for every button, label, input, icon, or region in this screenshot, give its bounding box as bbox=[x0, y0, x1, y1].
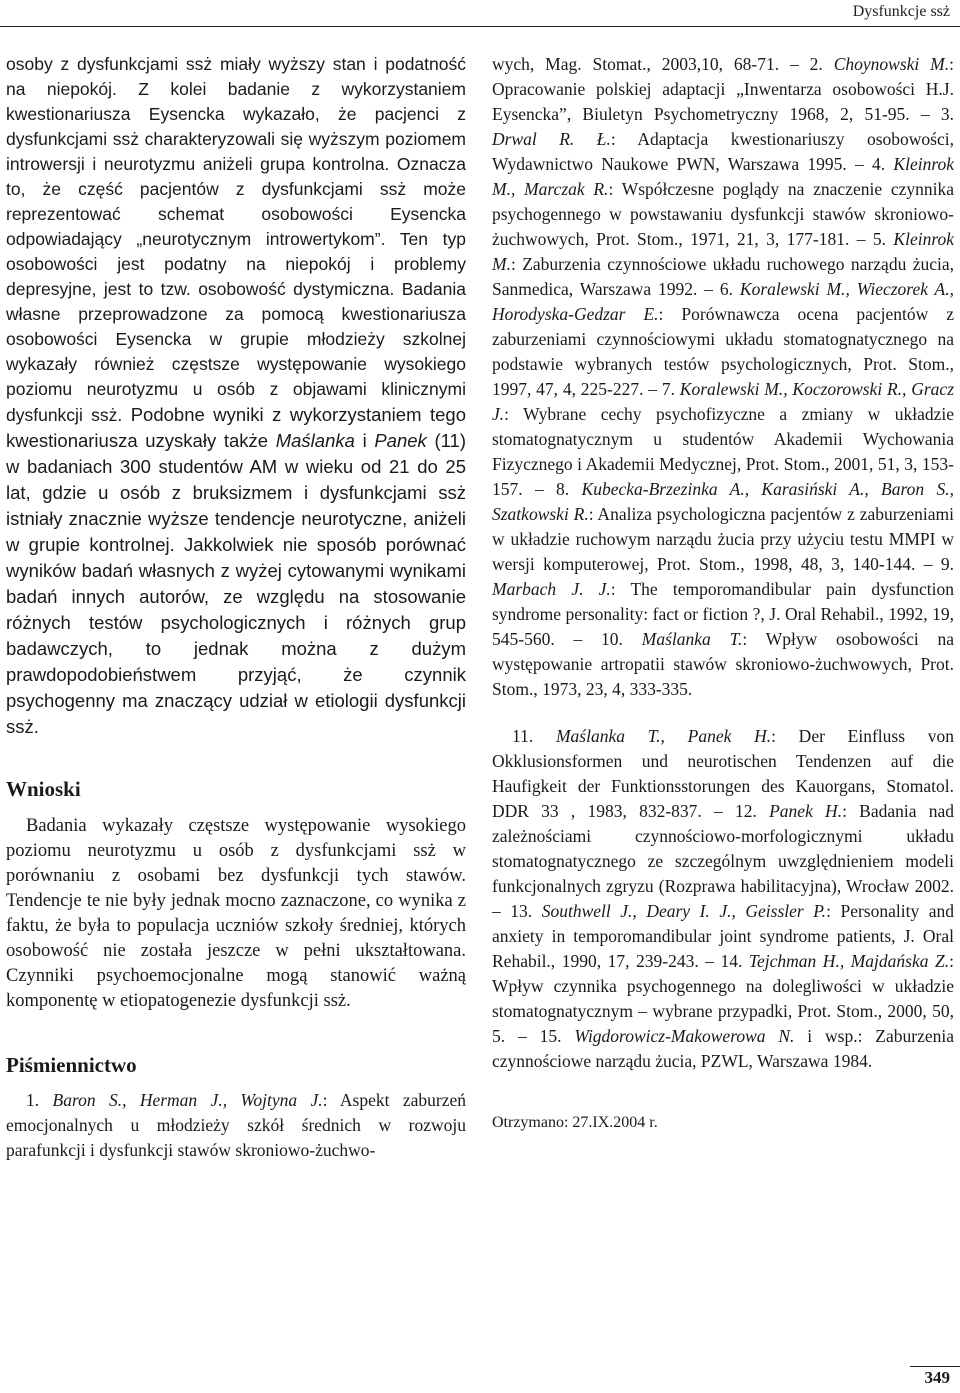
reference-text: i wsp.: Zaburzenia czynnościowe narządu żucia, PZWL, Warszawa 1984. bbox=[492, 1026, 955, 1071]
reference-text: : The temporomandibular pain dysfunction syndrome personality: fact or fiction ?, J. Oral Rehabil., 1992, 19, 545-560. – 10. bbox=[492, 579, 954, 649]
reference-text: : Wybrane cechy psychofizyczne a zmiany w układzie stomatognatycznym u studentów Akademii Wychowania Fizycznego i Akademii Medycznej, Prot. Stom., 2001, 51, 3, 153-157. – 8. bbox=[492, 404, 954, 499]
reference-text: 11. bbox=[512, 726, 556, 746]
reference-number: 1. bbox=[26, 1090, 53, 1110]
reference-authors: Drwal R. Ł. bbox=[492, 129, 611, 149]
running-title: Dysfunkcje ssż bbox=[852, 3, 950, 20]
conclusions-heading: Wnioski bbox=[6, 777, 81, 801]
reference-1 bbox=[6, 1088, 466, 1163]
reference-authors: Maślanka T. bbox=[641, 629, 743, 649]
reference-authors: Choynowski M. bbox=[833, 54, 950, 74]
running-header bbox=[0, 0, 960, 27]
reference-authors: Panek H. bbox=[769, 801, 843, 821]
reference-authors: Maślanka T., Panek H. bbox=[555, 726, 772, 746]
reference-authors: Southwell J., Deary I. J., Geissler P. bbox=[541, 901, 827, 921]
author-panek: Panek bbox=[374, 430, 427, 451]
discussion-paragraph bbox=[6, 52, 466, 740]
page-number: 349 bbox=[924, 1368, 950, 1387]
reference-authors: Kubecka-Brzezinka A., Karasiński A., Baron S., Szatkowski R. bbox=[492, 479, 955, 524]
right-column bbox=[492, 52, 954, 1134]
references-continued bbox=[492, 52, 954, 702]
reference-authors: Koralewski M., Koczorowski R., Gracz J. bbox=[492, 379, 955, 424]
author-maslanka: Maślanka bbox=[275, 430, 355, 451]
reference-authors: Tejchman H., Majdańska Z. bbox=[748, 951, 950, 971]
reference-text: : Porównawcza ocena pacjentów z zaburzeniami czynnościowymi układu stomatognatycznego na podstawie wybranych testów psychologicznych, Prot. Stom., 1997, 47, 4, 225-227. – 7. bbox=[492, 304, 954, 399]
reference-text: : Wpływ czynnika psychogennego na dolegliwości w układzie stomatognatycznym – wybrane przypadki, Prot. Stom., 2000, 50, 5. – 15. bbox=[492, 951, 954, 1046]
reference-text: : Współczesne poglądy na znaczenie czynnika psychogennego w powstawaniu dysfunkcji stawów skroniowo-żuchwowych, Prot. Stom., 1971, 21, 3, 177-181. – 5. bbox=[492, 179, 954, 249]
discussion-text-serif-a: Podobne wyniki z wykorzystaniem tego kwestionariusza uzyskały także bbox=[6, 404, 467, 451]
reference-text: wych, Mag. Stomat., 2003,10, 68-71. – 2. bbox=[492, 54, 834, 74]
received-date: Otrzymano: 27.IX.2004 r. bbox=[492, 1114, 658, 1131]
discussion-text-serif-b: (11) w badaniach 300 studentów AM w wieku od 21 do 25 lat, gdzie u osób z bruksizmem i dysfunkcjami ssż istniały znacznie wyższe tendencje neurotyczne, aniżeli w grupie kontrolnej. Jakkolwiek nie sposób porównać wyników badań własnych z wyżej cytowanymi wynikami badań innych autorów, ze względu na stosowanie różnych testów psychologicznych i różnych grup badawczych, to jednak można z dużym prawdopodobieństwem przyjąć, że czynnik psychogenny ma znaczący udział w etiologii dysfunkcji ssż. bbox=[6, 430, 466, 737]
reference-authors: Baron S., Herman J., Wojtyna J. bbox=[52, 1090, 323, 1110]
left-column bbox=[6, 52, 466, 1163]
reference-text: : Adaptacja kwestionariuszy osobowości, Wydawnictwo Naukowe PWN, Warszawa 1995. – 4. bbox=[492, 129, 954, 174]
reference-text: : Der Einfluss von Okklusionsformen und neurotischen Tendenzen auf die Haufigkeit der Funktionsstorungen des Kauorgans, Stomatol. DDR 33 , 1983, 832-837. – 12. bbox=[492, 726, 954, 821]
reference-authors: Kleinrok M. bbox=[492, 229, 954, 274]
reference-text: : Opracowanie polskiej adaptacji „Inwentarza osobowości H.J. Eysencka”, Biuletyn Psychometryczny 1968, 2, 51-95. – 3. bbox=[492, 54, 954, 124]
reference-text: : Badania nad zależnościami czynnościowo-morfologicznymi układu stomatognatycznego ze szczególnym uwzględnieniem modeli funkcjonalnych zgryzu (Rozprawa habilitacyjna), Wrocław 2002. – 13. bbox=[492, 801, 954, 921]
reference-authors: Wigdorowicz-Makowerowa N. bbox=[574, 1026, 795, 1046]
reference-authors: Kleinrok M., Marczak R. bbox=[492, 154, 954, 199]
reference-text: : Personality and anxiety in temporomandibular joint syndrome patients, J. Oral Rehabil., 1990, 17, 239-243. – 14. bbox=[492, 901, 955, 971]
conclusions-paragraph: Badania wykazały częstsze występowanie wysokiego poziomu neurotyzmu u osób z dysfunkcjami ssż w porównaniu z osobami bez dysfunkcji tych stawów. Tendencje te nie były jednak mocno zaznaczone, co wynika z faktu, że była to populacja uczniów szkoły średniej, których osobowość nie została jeszcze w pełni ukształtowana. Czynniki psychoemocjonalne mogą stanowić ważną komponentę w etiopatogenezie dysfunkcji ssż. bbox=[6, 816, 466, 1011]
reference-text: : Wpływ osobowości na występowanie artropatii stawów skroniowo-żuchwowych, Prot. Stom., 1973, 23, 4, 333-335. bbox=[492, 629, 955, 699]
reference-text: : Analiza psychologiczna pacjentów z zaburzeniami w układzie ruchowym narządu żucia przy użyciu testu MMPI w wersji komputerowej, Prot. Stom., 1998, 48, 3, 140-144. – 9. bbox=[492, 504, 954, 574]
reference-text: : Zaburzenia czynnościowe układu ruchowego narządu żucia, Sanmedica, Warszawa 1992. – 6. bbox=[492, 254, 954, 299]
reference-text: : Aspekt zaburzeń emocjonalnych u młodzieży szkół średnich w rozwoju parafunkcji i dysfunkcji stawów skroniowo-żuchwo- bbox=[6, 1090, 467, 1160]
references-heading: Piśmiennictwo bbox=[6, 1053, 137, 1077]
reference-authors: Koralewski M., Wieczorek A., Horodyska-Gedzar E. bbox=[492, 279, 954, 324]
and-word: i bbox=[354, 430, 375, 451]
page-number-box bbox=[910, 1366, 960, 1393]
discussion-text-sans: osoby z dysfunkcjami ssż miały wyższy stan i podatność na niepokój. Z kolei badanie z wykorzystaniem kwestionariusza Eysencka wykazało, że pacjenci z dysfunkcjami ssż charakteryzowali się wyższym poziomem introwersji i neurotyzmu aniżeli grupa kontrolna. Oznacza to, że część pacjentów z dysfunkcjami ssż może reprezentować schemat osobowości Eysencka odpowiadający „neurotycznym introwertykom”. Ten typ osobowości jest podatny na niepokój i problemy depresyjne, jest to tzw. osobowość dystymiczna. Badania własne przeprowadzone za pomocą kwestionariusza osobowości Eysencka w grupie młodzieży szkolnej wykazały również częstsze występowanie wysokiego poziomu neurotyzmu u osób z objawami klinicznymi dysfunkcji ssż. bbox=[6, 54, 466, 425]
reference-authors: Marbach J. J. bbox=[492, 579, 611, 599]
references-block-2 bbox=[492, 724, 954, 1074]
